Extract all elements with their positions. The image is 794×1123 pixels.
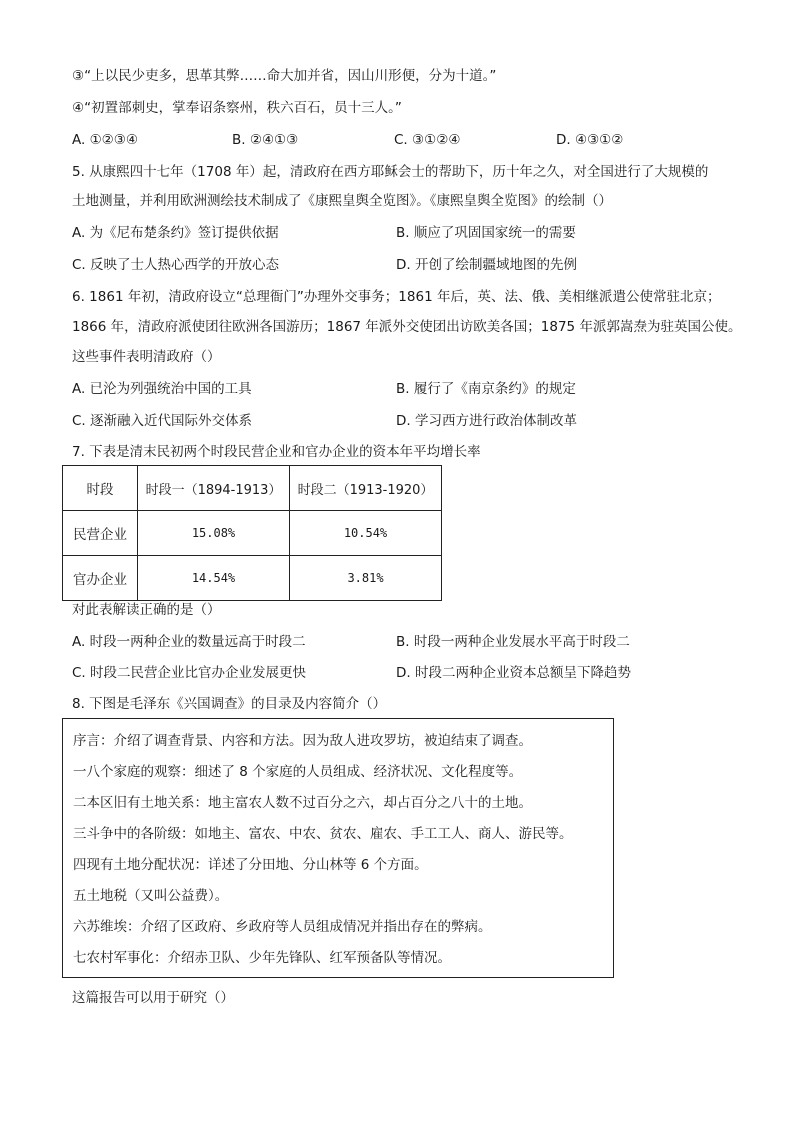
q6-stem-line-3: 这些事件表明清政府（） (72, 349, 221, 365)
q5-option-d[interactable]: D. 开创了绘制疆域地图的先例 (396, 257, 577, 273)
toc-line: 六苏维埃：介绍了区政府、乡政府等人员组成情况并指出存在的弊病。 (73, 919, 492, 935)
toc-box (62, 718, 614, 978)
table-cell: 10.54% (290, 511, 442, 556)
quote-3: ③“上以民少吏多，思革其弊……命大加并省，因山川形便，分为十道。” (72, 68, 497, 84)
q4-option-a[interactable]: A. ①②③④ (72, 132, 138, 148)
q7-option-c[interactable]: C. 时段二民营企业比官办企业发展更快 (72, 665, 307, 681)
q5-option-c[interactable]: C. 反映了士人热心西学的开放心态 (72, 257, 280, 273)
toc-line: 二本区旧有土地关系：地主富农人数不过百分之六，却占百分之八十的土地。 (73, 795, 532, 811)
table-cell: 民营企业 (63, 511, 138, 556)
q7-option-d[interactable]: D. 时段二两种企业资本总额呈下降趋势 (396, 665, 631, 681)
table-row (63, 556, 442, 601)
q6-option-c[interactable]: C. 逐渐融入近代国际外交体系 (72, 413, 253, 429)
toc-line: 五土地税（又叫公益费）。 (73, 888, 229, 904)
q6-stem-line-2: 1866 年，清政府派使团往欧洲各国游历；1867 年派外交使团出访欧美各国；1875 年派郭嵩焘为驻英国公使。 (72, 319, 742, 335)
q4-option-d[interactable]: D. ④③①② (556, 132, 624, 148)
q7-option-b[interactable]: B. 时段一两种企业发展水平高于时段二 (396, 634, 630, 650)
toc-line: 四现有土地分配状况：详述了分田地、分山林等 6 个方面。 (73, 857, 428, 873)
table-row (63, 511, 442, 556)
q6-option-a[interactable]: A. 已沦为列强统治中国的工具 (72, 381, 252, 397)
q4-option-c[interactable]: C. ③①②④ (394, 132, 461, 148)
table-cell: 14.54% (138, 556, 290, 601)
q7-stem: 7. 下表是清末民初两个时段民营企业和官办企业的资本年平均增长率 (72, 444, 481, 460)
q6-option-b[interactable]: B. 履行了《南京条约》的规定 (396, 381, 576, 397)
q6-option-d[interactable]: D. 学习西方进行政治体制改革 (396, 413, 577, 429)
table-header-cell: 时段二（1913-1920） (290, 466, 442, 511)
q4-option-b[interactable]: B. ②④①③ (232, 132, 299, 148)
table-cell: 15.08% (138, 511, 290, 556)
q7-option-a[interactable]: A. 时段一两种企业的数量远高于时段二 (72, 634, 306, 650)
toc-line: 三斗争中的各阶级：如地主、富农、中农、贫农、雇农、手工工人、商人、游民等。 (73, 826, 573, 842)
table-header-row (63, 466, 442, 511)
q6-stem-line-1: 6. 1861 年初，清政府设立“总理衙门”办理外交事务；1861 年后，英、法、俄、美相继派遣公使常驻北京； (72, 289, 721, 305)
quote-4: ④“初置部刺史，掌奉诏条察州，秩六百石，员十三人。” (72, 100, 402, 116)
q5-option-a[interactable]: A. 为《尼布楚条约》签订提供依据 (72, 225, 279, 241)
q5-stem-line-1: 5. 从康熙四十七年（1708 年）起，清政府在西方耶稣会士的帮助下，历十年之久，对全国进行了大规模的 (72, 164, 709, 180)
q5-stem-line-2: 土地测量，并利用欧洲测绘技术制成了《康熙皇舆全览图》。《康熙皇舆全览图》的绘制（） (72, 193, 612, 209)
toc-line: 序言：介绍了调查背景、内容和方法。因为敌人进攻罗坊，被迫结束了调查。 (73, 733, 532, 749)
table-header-cell: 时段 (63, 466, 138, 511)
toc-line: 七农村军事化：介绍赤卫队、少年先锋队、红军预备队等情况。 (73, 950, 451, 966)
toc-line: 一八个家庭的观察：细述了 8 个家庭的人员组成、经济状况、文化程度等。 (73, 764, 523, 780)
q8-stem: 8. 下图是毛泽东《兴国调查》的目录及内容简介（） (72, 696, 387, 712)
q5-option-b[interactable]: B. 顺应了巩固国家统一的需要 (396, 225, 576, 241)
q8-followup: 这篇报告可以用于研究（） (72, 990, 234, 1006)
table-header-cell: 时段一（1894-1913） (138, 466, 290, 511)
growth-rate-table (62, 465, 442, 601)
table-cell: 官办企业 (63, 556, 138, 601)
q7-followup: 对此表解读正确的是（） (72, 602, 221, 618)
table-cell: 3.81% (290, 556, 442, 601)
